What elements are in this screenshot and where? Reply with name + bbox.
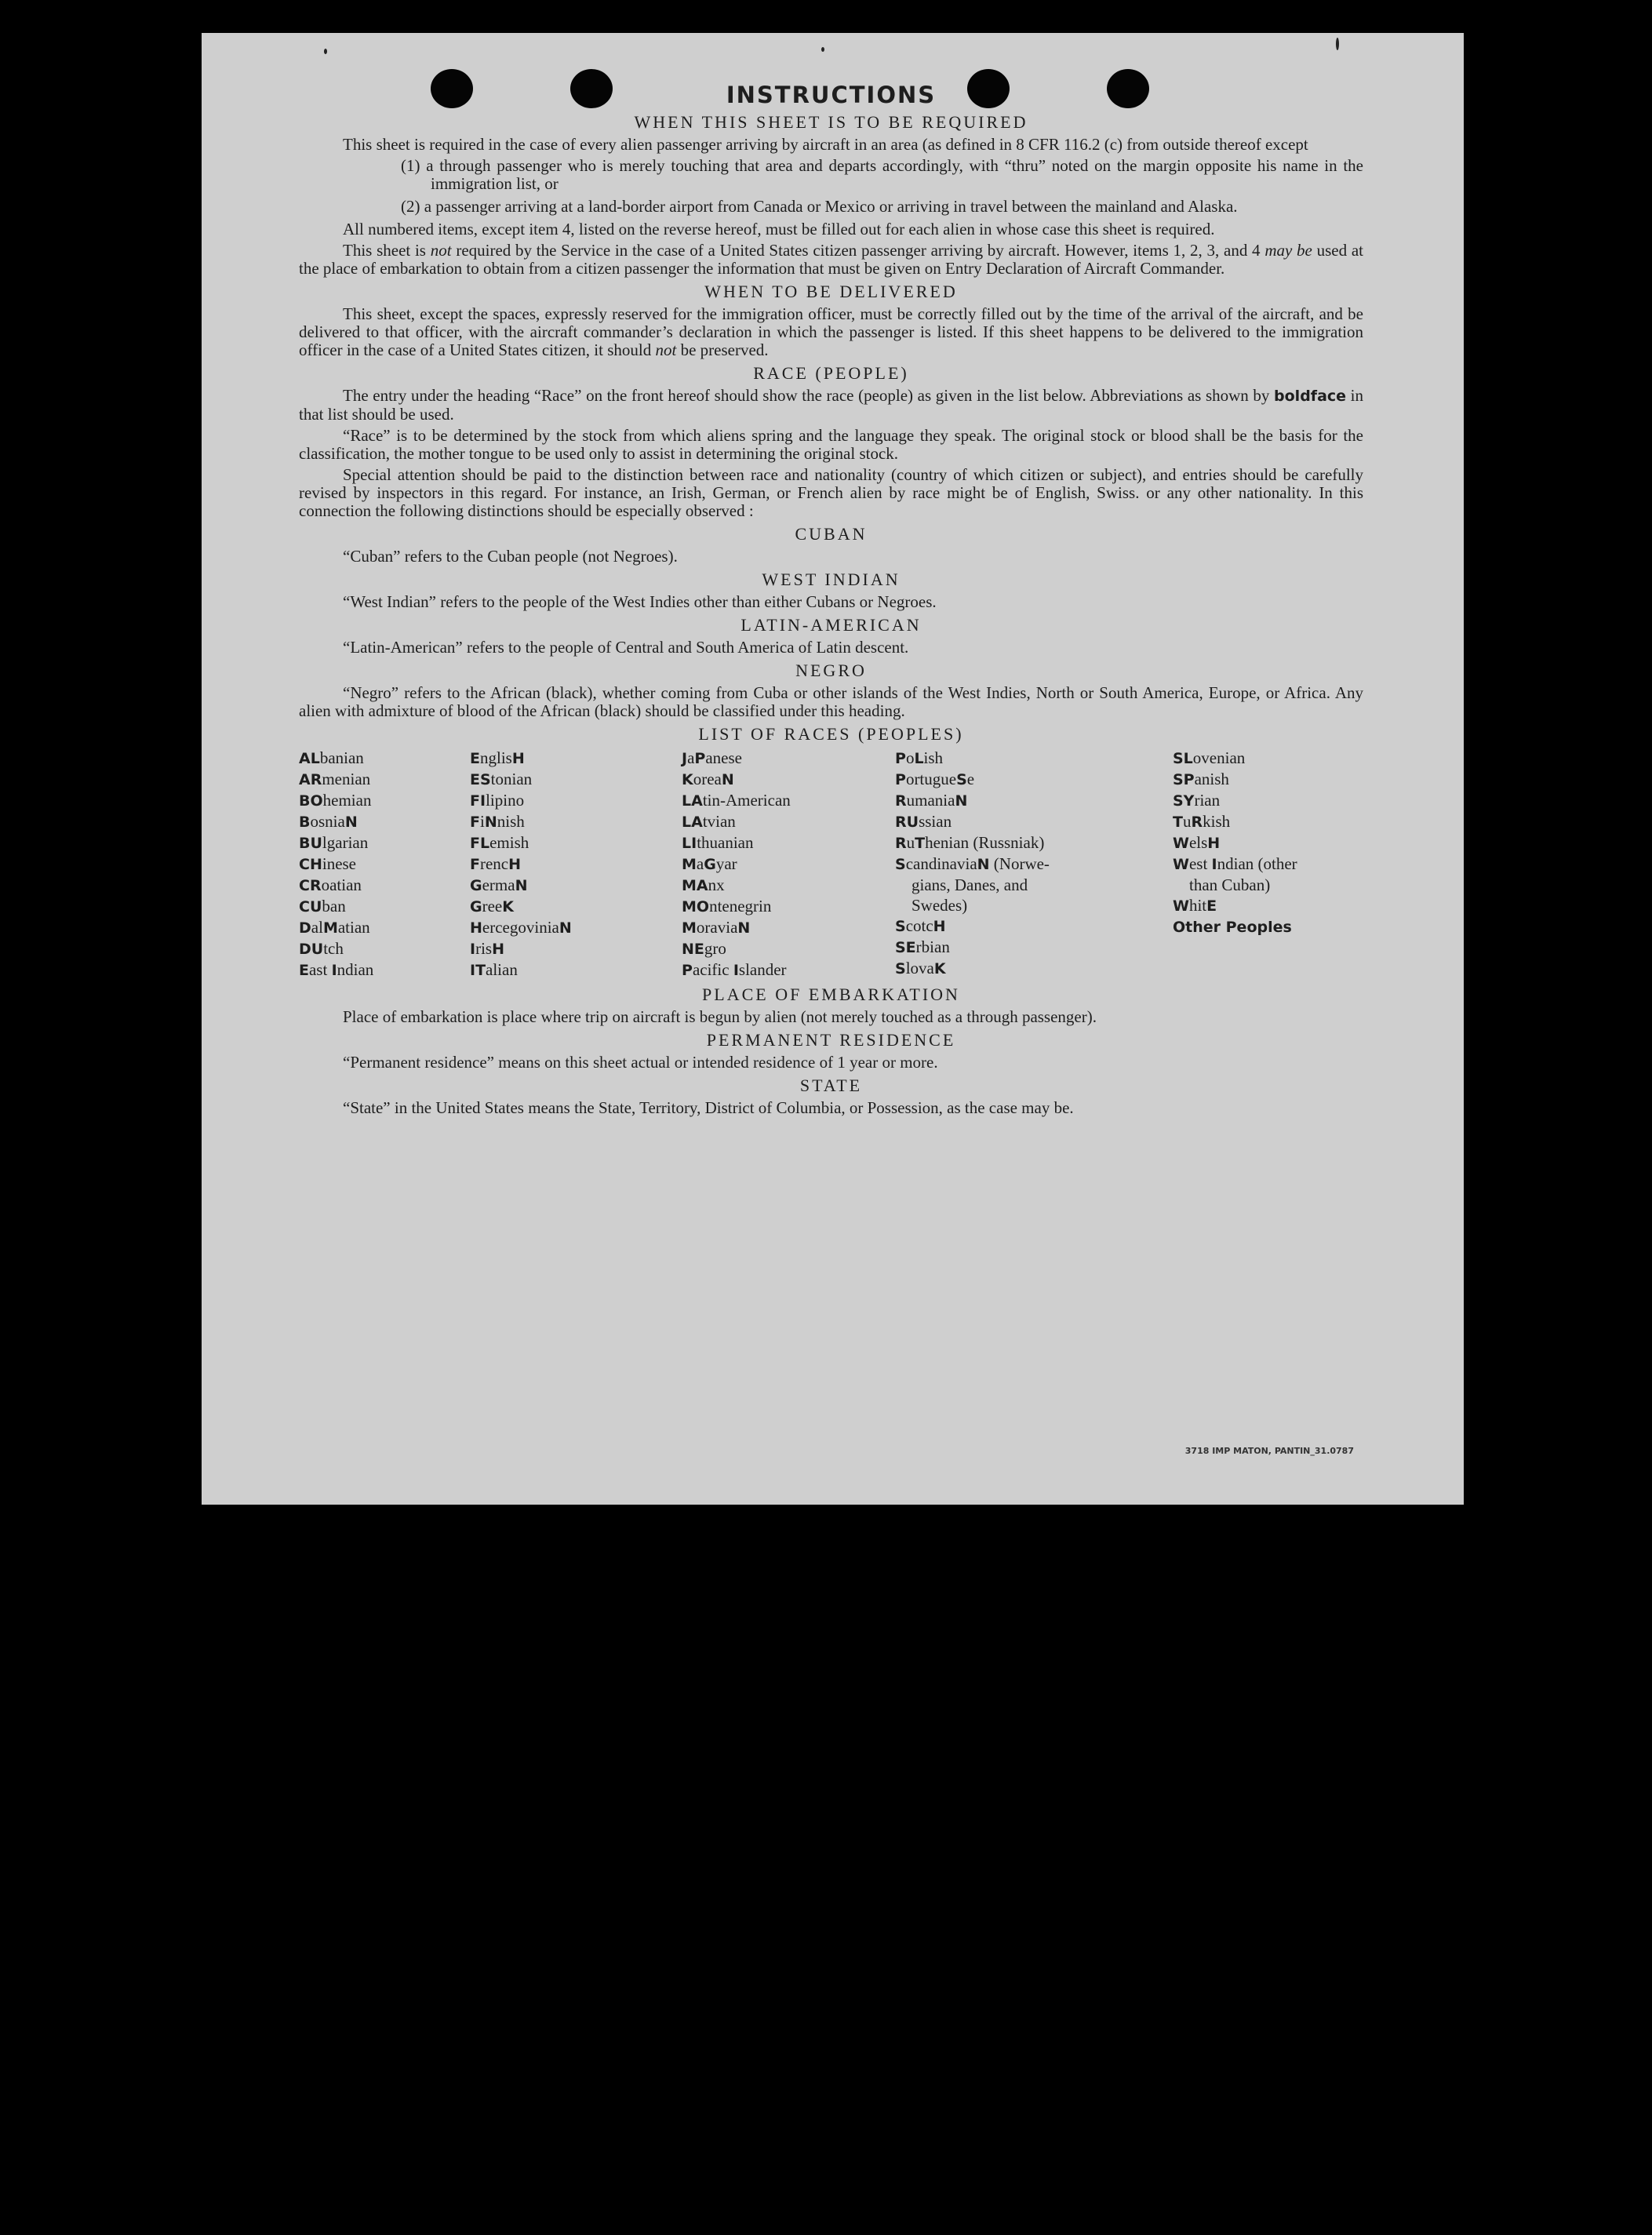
race-entry: ARmenian	[299, 770, 371, 788]
race-entry: SlovaK	[895, 959, 946, 977]
race-entry: MoraviaN	[682, 918, 751, 937]
race-entry: PortugueSe	[895, 770, 975, 788]
race-entry: LAtvian	[682, 812, 736, 831]
numbered-items-text: All numbered items, except item 4, listed on the reverse hereof, must be filled out for each alien in whose case this sheet is required.	[343, 220, 1215, 238]
heading-race: RACE (PEOPLE)	[753, 363, 909, 383]
race-entry: FLemish	[470, 833, 529, 852]
ink-speck	[324, 49, 327, 54]
race-entry: NEgro	[682, 939, 726, 958]
races-column-2	[470, 748, 682, 981]
punch-hole	[570, 69, 613, 108]
heading-list-of-races: LIST OF RACES (PEOPLES)	[698, 724, 964, 744]
race-entry: BosniaN	[299, 812, 358, 831]
page-title: INSTRUCTIONS	[726, 82, 937, 108]
race-entry: CRoatian	[299, 875, 362, 894]
races-column-5	[1173, 748, 1361, 981]
race-entry: FrencH	[470, 854, 522, 873]
heading-state: STATE	[799, 1076, 863, 1095]
race-entry: ALbanian	[299, 748, 364, 767]
race-entry: EnglisH	[470, 748, 525, 767]
race-entry: East Indian	[299, 960, 374, 979]
race-entry: RUssian	[895, 812, 952, 831]
citizen-text: This sheet is not required by the Service in the case of a United States citizen passenger arriving by aircraft. However, items 1, 2, 3, and 4 may be used at the place of embarkation to obtain from a citizen passenger the information that must be given on Entry Declaration of Aircraft Commander.	[299, 241, 1364, 278]
punch-hole	[1107, 69, 1149, 108]
ink-speck	[1336, 38, 1339, 50]
race-entry: SLovenian	[1173, 748, 1246, 767]
race-entry: KoreaN	[682, 770, 734, 788]
race-entry: RumaniaN	[895, 791, 968, 810]
race-entry: DUtch	[299, 939, 344, 958]
exception-2: (2) a passenger arriving at a land-border airport from Canada or Mexico or arriving in travel between the mainland and Alaska.	[401, 197, 1238, 216]
race-entry: EStonian	[470, 770, 533, 788]
races-column-4	[895, 748, 1173, 981]
west-indian-text: “West Indian” refers to the people of the West Indies other than either Cubans or Negroes.	[343, 592, 937, 611]
exception-1: (1) a through passenger who is merely touching that area and departs accordingly, with “thru” noted on the margin opposite his name in the immigration list, or	[401, 156, 1363, 193]
race-entry: ITalian	[470, 960, 518, 979]
delivered-text: This sheet, except the spaces, expressly reserved for the immigration officer, must be correctly filled out by the time of the arrival of the aircraft, and be delivered to that officer, with the aircraft commander’s declaration in which the passenger is listed. If this sheet happens to be delivered to the immigration officer in the case of a United States citizen, it should not be preserved.	[299, 304, 1363, 359]
print-code: 3718 IMP MATON, PANTIN_31.0787	[1184, 1446, 1354, 1456]
race-entry: FIlipino	[470, 791, 525, 810]
race-entry: MAnx	[682, 875, 725, 894]
punch-hole	[431, 69, 473, 108]
instruction-sheet	[202, 33, 1464, 1505]
race-entry: WelsH	[1173, 833, 1221, 852]
negro-text: “Negro” refers to the African (black), whether coming from Cuba or other islands of the West Indies, North or South America, Europe, or Africa. Any alien with admixture of blood of the African (black) should be classified under this heading.	[299, 683, 1363, 720]
race-entry: ScandinaviaN (Norwe-	[895, 854, 1050, 873]
heading-permanent-residence: PERMANENT RESIDENCE	[706, 1030, 956, 1050]
faded-stamp	[244, 138, 292, 175]
race-entry: SPanish	[1173, 770, 1229, 788]
heading-embarkation: PLACE OF EMBARKATION	[702, 985, 960, 1004]
state-text: “State” in the United States means the State, Territory, District of Columbia, or Possession, as the case may be.	[343, 1098, 1074, 1117]
required-intro: This sheet is required in the case of every alien passenger arriving by aircraft in an area (as defined in 8 CFR 116.2 (c) from outside thereof except	[343, 135, 1308, 154]
race-entry: SErbian	[895, 937, 950, 956]
punch-hole	[967, 69, 1010, 108]
ink-speck	[821, 47, 824, 52]
race-entry: MaGyar	[682, 854, 737, 873]
race-entry: West Indian (other	[1173, 854, 1297, 873]
race-entry: DalMatian	[299, 918, 370, 937]
race-entry: WhitE	[1173, 896, 1217, 915]
race-entry: SYrian	[1173, 791, 1221, 810]
race-entry: FiNnish	[470, 812, 525, 831]
latin-american-text: “Latin-American” refers to the people of Central and South America of Latin descent.	[343, 638, 909, 657]
race-entry: MOntenegrin	[682, 897, 772, 915]
race-entry: ScotcH	[895, 916, 946, 935]
race-entry: IrisH	[470, 939, 504, 958]
race-paragraph-1: The entry under the heading “Race” on the front hereof should show the race (people) as given in the list below. Abbreviations as shown by boldface in that list should be used.	[299, 386, 1364, 424]
race-entry: Pacific Islander	[682, 960, 787, 979]
race-entry: JaPanese	[682, 748, 742, 767]
race-entry: HercegoviniaN	[470, 918, 572, 937]
residence-text: “Permanent residence” means on this sheet actual or intended residence of 1 year or more.	[343, 1053, 938, 1072]
races-column-3	[682, 748, 895, 981]
race-entry: LIthuanian	[682, 833, 754, 852]
heading-delivered: WHEN TO BE DELIVERED	[704, 282, 958, 301]
race-entry: gians, Danes, and	[895, 875, 1028, 894]
races-column-1	[299, 748, 470, 981]
race-entry: Swedes)	[895, 896, 968, 915]
race-paragraph-3: Special attention should be paid to the distinction between race and nationality (country of which citizen or subject), and entries should be carefully revised by inspectors in this regard. For instance, an Irish, German, or French alien by race might be of English, Swiss. or any other nationality. In this connection the following distinctions should be especially observed :	[299, 465, 1363, 520]
heading-west-indian: WEST INDIAN	[762, 570, 901, 589]
races-list	[299, 748, 1363, 981]
race-entry: TuRkish	[1173, 812, 1231, 831]
race-entry: BOhemian	[299, 791, 372, 810]
race-entry: CHinese	[299, 854, 357, 873]
race-entry: than Cuban)	[1173, 875, 1271, 894]
race-entry: RuThenian (Russniak)	[895, 833, 1045, 852]
race-entry: BUlgarian	[299, 833, 369, 852]
embarkation-text: Place of embarkation is place where trip on aircraft is begun by alien (not merely touched as a through passenger).	[343, 1007, 1097, 1026]
heading-latin-american: LATIN-AMERICAN	[740, 615, 922, 635]
heading-negro: NEGRO	[795, 661, 867, 680]
race-entry: GermaN	[470, 875, 528, 894]
race-entry: LAtin-American	[682, 791, 791, 810]
cuban-text: “Cuban” refers to the Cuban people (not Negroes).	[343, 547, 678, 566]
race-paragraph-2: “Race” is to be determined by the stock from which aliens spring and the language they speak. The original stock or blood shall be the basis for the classification, the mother tongue to be used only to assist in determining the original stock.	[299, 426, 1363, 463]
race-entry: Other Peoples	[1173, 919, 1292, 936]
race-entry: CUban	[299, 897, 346, 915]
heading-required: WHEN THIS SHEET IS TO BE REQUIRED	[634, 112, 1028, 132]
race-entry: GreeK	[470, 897, 514, 915]
heading-cuban: CUBAN	[795, 524, 868, 544]
race-entry: PoLish	[895, 748, 944, 767]
